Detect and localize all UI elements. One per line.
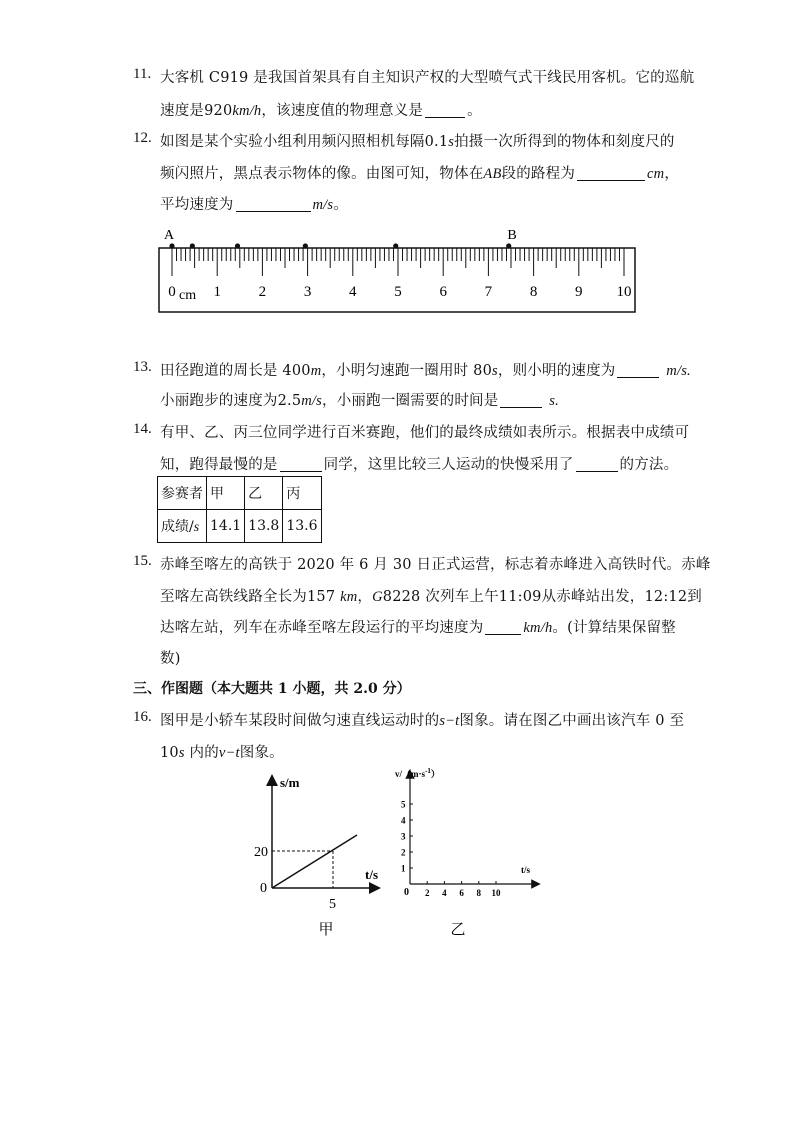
q11-line2: 速度是920km/h，该速度值的物理意义是 。 xyxy=(160,103,482,119)
yi-xlabel: t/s xyxy=(521,865,530,875)
ruler-dot xyxy=(190,243,195,248)
ruler-dot xyxy=(506,243,511,248)
q15-speed-blank[interactable] xyxy=(485,620,521,635)
yi-x-tick-label: 2 xyxy=(424,888,430,898)
table-header-cell: 丙 xyxy=(283,477,321,510)
ruler-tick-label: 5 xyxy=(394,284,402,300)
q14-number: 14. xyxy=(133,421,152,437)
graph-yi xyxy=(390,768,550,940)
q15-line1: 赤峰至喀左的高铁于 2020 年 6 月 30 日正式运营，标志着赤峰进入高铁时代。赤峰 xyxy=(160,557,711,573)
q14-line2: 知，跑得最慢的是 同学，这里比较三人运动的快慢采用了 的方法。 xyxy=(160,457,679,473)
q15-line3: 达喀左站，列车在赤峰至喀左段运行的平均速度为 km/h。(计算结果保留整 xyxy=(160,620,676,636)
ruler-tick-label: 1 xyxy=(213,284,221,300)
table-row xyxy=(158,510,322,543)
ruler-dot xyxy=(235,243,240,248)
ruler-label-a: A xyxy=(163,228,175,243)
ruler-unit-label: cm xyxy=(179,288,197,303)
q13-time-blank[interactable] xyxy=(500,393,542,408)
q12-line2: 频闪照片，黑点表示物体的像。由图可知，物体在AB段的路程为 cm， xyxy=(160,166,680,182)
table-cell: 14.1 xyxy=(207,510,245,543)
ruler-tick-label: 8 xyxy=(529,284,538,300)
ruler-dot xyxy=(303,243,308,248)
q11-line1: 大客机 C919 是我国首架具有自主知识产权的大型喷气式干线民用客机。它的巡航 xyxy=(160,70,695,86)
q12-speed-blank[interactable] xyxy=(236,197,311,212)
table-cell: 13.8 xyxy=(245,510,283,543)
q12-line3: 平均速度为 m/s。 xyxy=(160,197,348,213)
ruler-tick-label: 9 xyxy=(575,284,583,300)
yi-y-tick-label: 3 xyxy=(401,831,406,842)
ruler-label-b: B xyxy=(507,228,517,243)
ruler-tick-label: 6 xyxy=(439,284,447,300)
q11-number: 11. xyxy=(133,66,152,82)
jia-xlabel: t/s xyxy=(365,867,378,882)
q14-slowest-blank[interactable] xyxy=(280,457,322,472)
section3-heading: 三、作图题（本大题共 1 小题，共 2.0 分） xyxy=(133,681,411,697)
ruler-tick-label: 4 xyxy=(349,284,357,300)
ruler-tick-label: 2 xyxy=(258,284,267,300)
jia-caption: 甲 xyxy=(318,920,334,938)
q13-line2: 小丽跑步的速度为2.5m/s，小丽跑一圈需要的时间是 s. xyxy=(160,393,559,409)
yi-y-tick-label: 2 xyxy=(401,847,406,858)
jia-st-line xyxy=(272,835,357,888)
q12-distance-blank[interactable] xyxy=(577,166,645,181)
ruler-dot xyxy=(393,243,398,248)
jia-x-mark: 5 xyxy=(329,897,336,912)
table-header-cell: 参赛者 xyxy=(158,477,207,510)
ruler-tick-label: 10 xyxy=(616,284,632,300)
q16-line2: 10s 内的v−t图象。 xyxy=(160,745,284,761)
table-row-label: 成绩/s xyxy=(158,510,207,543)
graph-jia xyxy=(250,770,390,940)
q15-line2: 至喀左高铁线路全长为157 km，G8228 次列车上午11:09从赤峰站出发，12:12到 xyxy=(160,589,702,605)
ruler-tick-label: 7 xyxy=(484,284,493,300)
q14-line1: 有甲、乙、丙三位同学进行百米赛跑，他们的最终成绩如表所示。根据表中成绩可 xyxy=(160,425,690,441)
q15-number: 15. xyxy=(133,553,152,569)
ruler-figure xyxy=(150,222,650,322)
q13-line1: 田径跑道的周长是 400m，小明匀速跑一圈用时 80s，则小明的速度为 m/s. xyxy=(160,363,691,379)
yi-caption: 乙 xyxy=(450,920,466,938)
jia-ylabel: s/m xyxy=(280,775,300,790)
yi-x-tick-label: 6 xyxy=(459,888,464,898)
ruler-tick-label: 0 xyxy=(168,284,176,300)
q16-line1: 图甲是小轿车某段时间做匀速直线运动时的s−t图象。请在图乙中画出该汽车 0 至 xyxy=(160,713,685,729)
jia-y-mark: 20 xyxy=(254,845,268,860)
ruler-dot xyxy=(169,243,174,248)
table-header-row xyxy=(158,477,322,510)
yi-origin: 0 xyxy=(404,887,409,898)
table-cell: 13.6 xyxy=(283,510,321,543)
yi-x-tick-label: 8 xyxy=(476,888,482,898)
q15-line4: 数) xyxy=(160,651,181,667)
q13-speed-blank[interactable] xyxy=(617,363,659,378)
jia-origin: 0 xyxy=(260,881,267,896)
q14-method-blank[interactable] xyxy=(576,457,618,472)
q12-number: 12. xyxy=(133,130,152,146)
yi-y-tick-label: 1 xyxy=(401,863,406,874)
ruler-tick-label: 3 xyxy=(303,284,312,300)
q16-number: 16. xyxy=(133,709,152,725)
q13-number: 13. xyxy=(133,359,152,375)
yi-y-tick-label: 5 xyxy=(401,799,406,810)
table-header-cell: 甲 xyxy=(207,477,245,510)
q11-answer-blank[interactable] xyxy=(425,103,465,118)
yi-x-tick-label: 10 xyxy=(491,888,501,898)
q12-line1: 如图是某个实验小组利用频闪照相机每隔0.1s拍摄一次所得到的物体和刻度尺的 xyxy=(160,134,675,150)
table-header-cell: 乙 xyxy=(245,477,283,510)
yi-x-tick-label: 4 xyxy=(442,888,447,898)
results-table xyxy=(157,476,322,543)
yi-y-tick-label: 4 xyxy=(401,815,406,826)
yi-ylabel: $v/(m\cdot s^{-1})$ xyxy=(395,768,440,779)
